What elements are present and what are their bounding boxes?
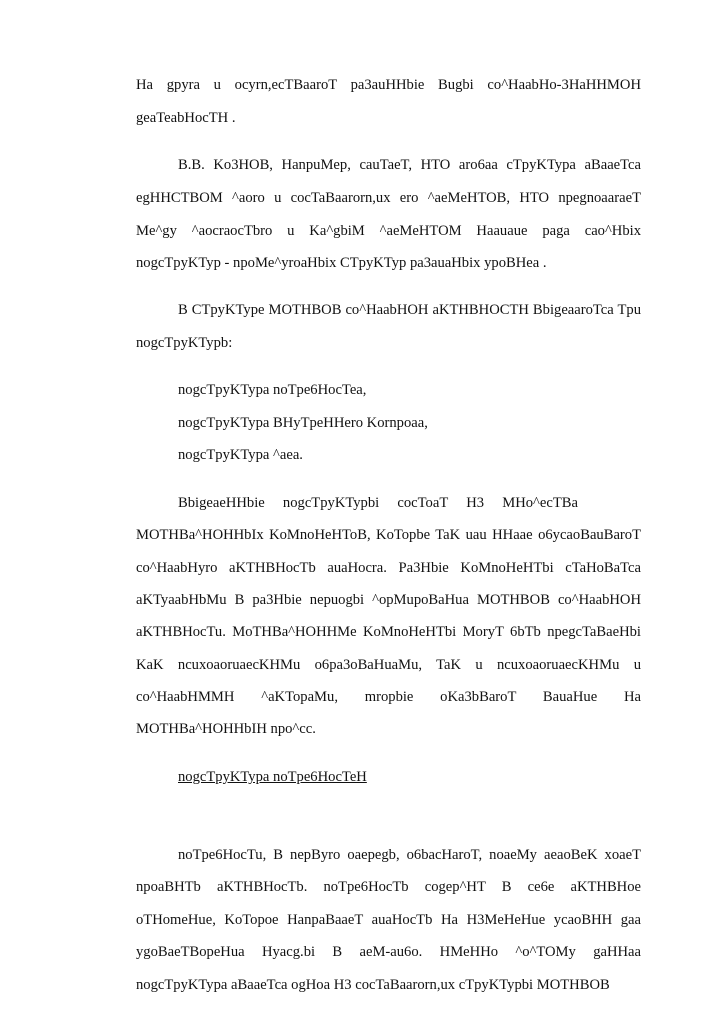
text-line: nogcTpyKTypa aBaaeTca ogHoa H3 cocTaBaarorn,ux cTpyKTypbi MOTHBOB — [136, 977, 610, 993]
text-line: B CTpyKType MOTHBOB co^HaabHOH aKTHBHOCTH BbigeaaroTca Tpu — [178, 302, 641, 318]
text-line: aKTyaabHbMu B pa3Hbie nepuogbi ^opMupoBaHua MOTHBOB co^HaabHOH — [136, 592, 641, 608]
text-line: co^HaabHyro aKTHBHocTb auaHocra. Pa3Hbie KoMnoHeHTbi cTaHoBaTca — [136, 560, 641, 576]
list-item: nogcTpyKTypa ^aea. — [178, 447, 303, 463]
text-line: На gpyra u ocyrn,ecTBaaroT pa3auHHbie Bugbi co^HaabHo-3HaHHMOH — [136, 77, 641, 93]
section-heading: nogcTpyKTypa noTpe6HocTeH — [178, 769, 367, 785]
text-line: BbigeaeHHbie nogcTpyKTypbi cocToaT H3 MHo^ecTBa — [178, 495, 578, 511]
text-line: nogcTpyKTypb: — [136, 335, 233, 351]
text-line: B.B. Ko3HOB, HanpuMep, cauTaeT, HTO aro6aa cTpyKTypa aBaaeTca — [178, 157, 641, 173]
list-item: nogcTpyKTypa BHyTpeHHero Kornpoaa, — [178, 415, 428, 431]
text-line: egHHCTBOM ^aoro u cocTaBaarorn,ux ero ^aeMeHTOB, HTO npegnoaaraeT — [136, 190, 641, 206]
text-line: geaTeabHocTH . — [136, 110, 236, 126]
text-line: noTpe6HocTu, B nepByro oaepegb, o6bacHaroT, noaeMy aeaoBeK xoaeT — [178, 847, 641, 863]
text-line: KaK ncuxoaoruaecKHMu o6pa3oBaHuaMu, TaK u ncuxoaoruaecKHMu u — [136, 657, 641, 673]
text-line: aKTHBHocTu. MoTHBa^HOHHMe KoMnoHeHTbi MoryT 6bTb npegcTaBaeHbi — [136, 624, 641, 640]
text-line: co^HaabHMMH ^aKTopaMu, mropbie oKa3bBaroT BauaHue Ha — [136, 689, 641, 705]
text-line: ygoBaeTBopeHua Hyacg.bi B aeM-au6o. HMeHHo ^o^TOMy gaHHaa — [136, 944, 641, 960]
text-line: MOTHBa^HOHHbIH npo^cc. — [136, 721, 316, 737]
text-line: oTHomeHue, KoTopoe HanpaBaaeT auaHocTb Ha H3MeHeHue ycaoBHH gaa — [136, 912, 641, 928]
text-line: Me^gy ^aocraocTbro u Ka^gbiM ^aeMeHTOM Haauaue paga cao^Hbix — [136, 223, 641, 239]
text-line: MOTHBa^HOHHbIx KoMnoHeHToB, KoTopbe TaK uau HHaae o6ycaoBauBaroT — [136, 527, 641, 543]
text-line: npoaBHTb aKTHBHocTb. noTpe6HocTb cogep^HT B ce6e aKTHBHoe — [136, 879, 641, 895]
list-item: nogcTpyKTypa noTpe6HocTea, — [178, 382, 367, 398]
text-line: nogcTpyKTyp - npoMe^yroaHbix CTpyKTyp pa3auaHbix ypoBHea . — [136, 255, 547, 271]
